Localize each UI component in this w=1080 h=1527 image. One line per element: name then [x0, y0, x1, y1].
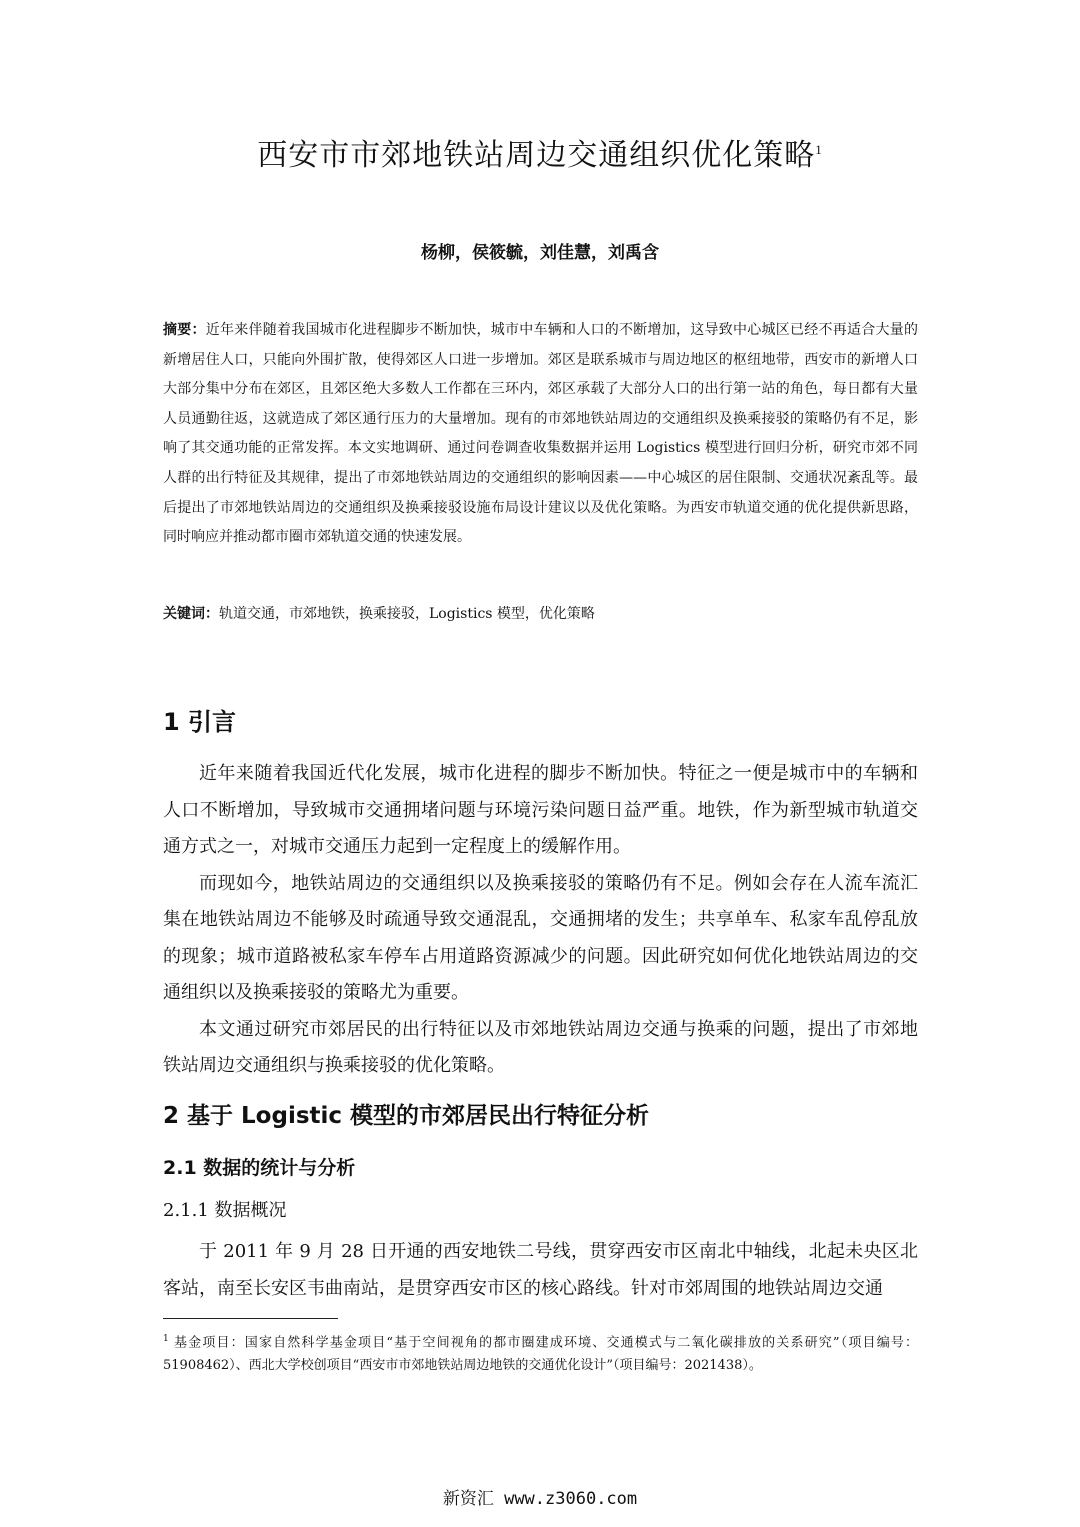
keywords	[163, 600, 918, 629]
section-2-body	[163, 1234, 918, 1307]
section-2-1-heading: 2.1 数据的统计与分析	[163, 1157, 356, 1179]
paragraph: 本文通过研究市郊居民的出行特征以及市郊地铁站周边交通与换乘的问题，提出了市郊地铁站周边交通组织与换乘接驳的优化策略。	[163, 1018, 918, 1076]
title-footnote-mark: 1	[815, 142, 823, 157]
abstract-text: 近年来伴随着我国城市化进程脚步不断加快，城市中车辆和人口的不断增加，这导致中心城区已经不再适合大量的新增居住人口，只能向外围扩散，使得郊区人口进一步增加。郊区是联系城市与周边地区的枢纽地带，西安市的新增人口大部分集中分布在郊区，且郊区绝大多数人工作都在三环内，郊区承载了大部分人口的出行第一站的角色，每日都有大量人员通勤往返，这就造成了郊区通行压力的大量增加。现有的市郊地铁站周边的交通组织及换乘接驳的策略仍有不足，影响了其交通功能的正常发挥。本文实地调研、通过问卷调查收集数据并运用 Logistics 模型进行回归分析，研究市郊不同人群的出行特征及其规律，提出了市郊地铁站周边的交通组织的影响因素——中心城区的居住限制、交通状况紊乱等。最后提出了市郊地铁站周边的交通组织及换乘接驳设施布局设计建议以及优化策略。为西安市轨道交通的优化提供新思路，同时响应并推动都市圈市郊轨道交通的快速发展。	[163, 322, 918, 546]
paragraph: 而现如今，地铁站周边的交通组织以及换乘接驳的策略仍有不足。例如会存在人流车流汇集在地铁站周边不能够及时疏通导致交通混乱，交通拥堵的发生；共享单车、私家车乱停乱放的现象；城市道路被私家车停车占用道路资源减少的问题。因此研究如何优化地铁站周边的交通组织以及换乘接驳的策略尤为重要。	[163, 872, 918, 1003]
footnote-text: 基金项目：国家自然科学基金项目“基于空间视角的都市圈建成环境、交通模式与二氧化碳排放的关系研究”（项目编号：51908462）、西北大学校创项目“西安市市郊地铁站周边地铁的交通优化设计”（项目编号：2021438）。	[163, 1335, 918, 1374]
footnote-mark: 1	[163, 1334, 169, 1344]
author-list: 杨柳，侯筱毓，刘佳慧，刘禹含	[421, 243, 659, 263]
abstract	[163, 316, 918, 553]
watermark-footer: 新资汇 www.z3060.com	[442, 1489, 638, 1509]
paper-title	[0, 130, 1080, 174]
section-2-1-1-heading: 2.1.1 数据概况	[163, 1200, 287, 1221]
keywords-label: 关键词：	[163, 606, 219, 622]
footnote	[163, 1328, 918, 1377]
paragraph: 于 2011 年 9 月 28 日开通的西安地铁二号线，贯穿西安市区南北中轴线，北起未央区北客站，南至长安区韦曲南站，是贯穿西安市区的核心路线。针对市郊周围的地铁站周边交通	[163, 1241, 918, 1299]
title-text: 西安市市郊地铁站周边交通组织优化策略	[257, 138, 816, 173]
footnote-divider	[163, 1318, 338, 1319]
section-1-body	[163, 756, 918, 1085]
section-1-heading: 1 引言	[163, 708, 237, 736]
keywords-text: 轨道交通，市郊地铁，换乘接驳，Logistics 模型，优化策略	[219, 606, 595, 622]
abstract-label: 摘要：	[163, 322, 206, 338]
paragraph: 近年来随着我国近代化发展，城市化进程的脚步不断加快。特征之一便是城市中的车辆和人口不断增加，导致城市交通拥堵问题与环境污染问题日益严重。地铁，作为新型城市轨道交通方式之一，对城市交通压力起到一定程度上的缓解作用。	[163, 763, 918, 857]
section-2-heading: 2 基于 Logistic 模型的市郊居民出行特征分析	[163, 1103, 650, 1129]
